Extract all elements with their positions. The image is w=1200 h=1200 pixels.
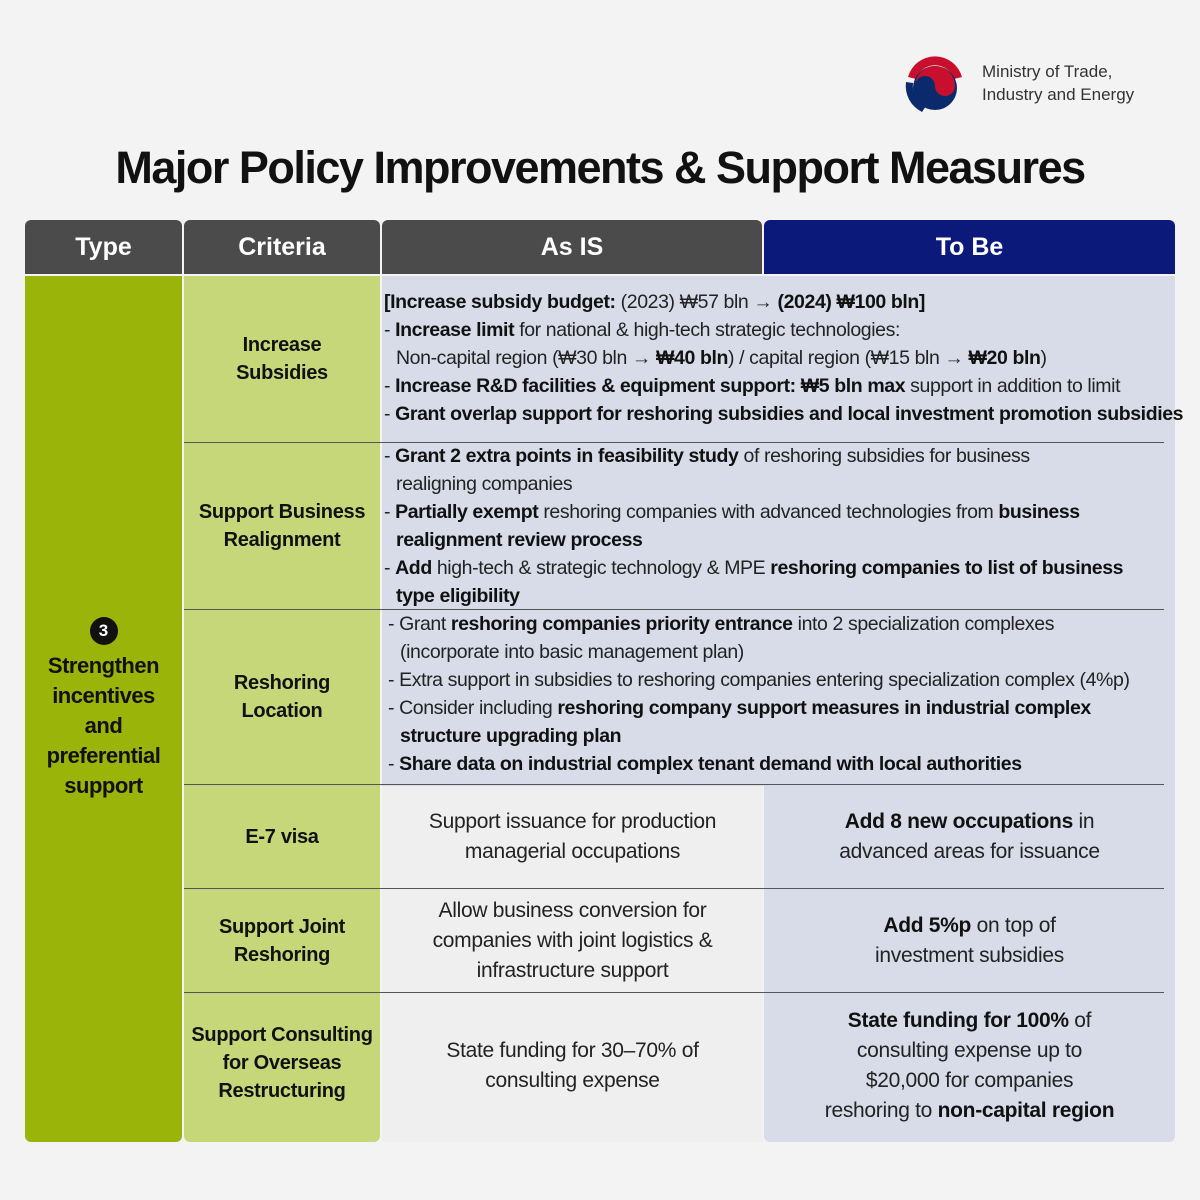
subsidies-line-5: - Grant overlap support for reshoring subsidies and local investment promotion subsidies [384,403,1184,425]
criteria-support-consulting: Support Consulting for Overseas Restructuring [191,1024,373,1102]
subsidies-line-2: - Increase limit for national & high-tech strategic technologies: [384,319,900,341]
location-line-2: (incorporate into basic management plan) [400,641,744,663]
location-line-1: - Grant reshoring companies priority entrance into 2 specialization complexes [388,613,1055,635]
realignment-line-5: - Add high-tech & strategic technology & MPE reshoring companies to list of business [384,557,1124,579]
joint-as-is: Allow business conversion for companies with joint logistics & infrastructure support [432,898,713,982]
header-criteria: Criteria [184,220,380,274]
type-label: Strengthen incentives and preferential support [46,653,161,798]
criteria-increase-subsidies: Increase Subsidies [236,334,328,384]
ministry-line-1: Ministry of Trade, [982,62,1113,81]
realignment-content [384,442,1123,610]
location-line-4: - Consider including reshoring company support measures in industrial complex [388,697,1091,719]
criteria-e7-visa: E-7 visa [245,825,319,848]
location-line-6: - Share data on industrial complex tenant demand with local authorities [388,753,1022,775]
subsidies-line-3: Non-capital region (₩30 bln → ₩40 bln) / capital region (₩15 bln → ₩20 bln) [396,347,1047,369]
header-as-is: As IS [382,220,762,274]
location-line-5: structure upgrading plan [400,725,622,747]
realignment-line-3: - Partially exempt reshoring companies with advanced technologies from business [384,501,1080,523]
realignment-line-2: realigning companies [396,473,573,495]
subsidies-line-1: [Increase subsidy budget: (2023) ₩57 bln → (2024) ₩100 bln] [384,291,925,313]
consulting-to-be: State funding for 100% of consulting expense up to $20,000 for companies reshoring to non-capital region [824,1009,1115,1122]
ministry-name [982,60,1134,106]
criteria-support-business-realignment: Support Business Realignment [198,501,366,551]
visa-as-is: Support issuance for production managerial occupations [428,809,717,863]
number-badge: 3 [90,617,118,645]
subsidies-content [384,288,1183,428]
subsidies-line-4: - Increase R&D facilities & equipment support: ₩5 bln max support in addition to limit [384,375,1121,397]
criteria-support-joint-reshoring: Support Joint Reshoring [218,915,346,966]
page-title: Major Policy Improvements & Support Measures [115,142,1085,193]
consulting-as-is: State funding for 30–70% of consulting expense [446,1039,699,1092]
header-type: Type [25,220,182,274]
realignment-line-6: type eligibility [396,585,520,607]
criteria-reshoring-location: Reshoring Location [233,672,331,722]
type-cell [25,276,182,1142]
header-to-be: To Be [764,220,1175,274]
location-content [388,610,1130,778]
ministry-line-2: Industry and Energy [982,85,1135,104]
taegeuk-emblem-icon [902,52,968,118]
realignment-line-1: - Grant 2 extra points in feasibility study of reshoring subsidies for business [384,445,1030,467]
location-line-3: - Extra support in subsidies to reshoring companies entering specialization complex (4%p) [388,669,1130,691]
joint-to-be: Add 5%p on top of investment subsidies [875,913,1064,967]
visa-to-be: Add 8 new occupations in advanced areas for issuance [839,809,1100,863]
realignment-line-4: realignment review process [396,529,643,551]
